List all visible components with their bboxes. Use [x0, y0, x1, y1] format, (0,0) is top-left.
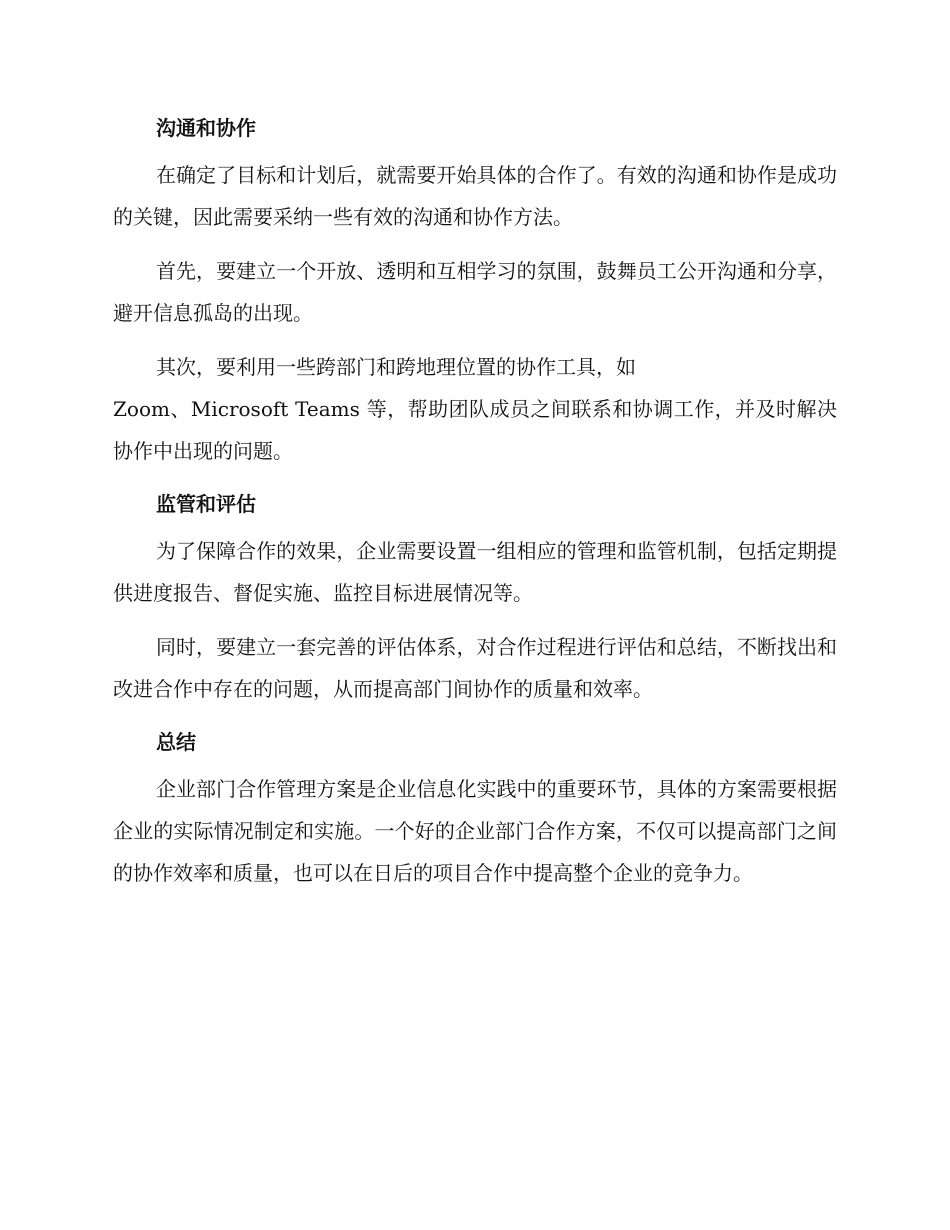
paragraph-line: 其次，要利用一些跨部门和跨地理位置的协作工具，如 — [156, 355, 636, 379]
paragraph — [113, 346, 837, 472]
paragraph: 在确定了目标和计划后，就需要开始具体的合作了。有效的沟通和协作是成功的关键，因此需要采纳一些有效的沟通和协作方法。 — [113, 163, 837, 229]
paragraph: 企业部门合作管理方案是企业信息化实践中的重要环节，具体的方案需要根据企业的实际情况制定和实施。一个好的企业部门合作方案，不仅可以提高部门之间的协作效率和质量，也可以在日后的项目合作中提高整个企业的竞争力。 — [113, 777, 837, 885]
section-heading: 总结 — [156, 730, 196, 754]
section-heading: 沟通和协作 — [156, 116, 256, 140]
section-heading: 监管和评估 — [156, 492, 256, 516]
document-page — [113, 108, 837, 906]
paragraph-line: Zoom、Microsoft Teams 等，帮助团队成员之间联系和协调工作，并及时解决协作中出现的问题。 — [113, 397, 837, 463]
paragraph: 为了保障合作的效果，企业需要设置一组相应的管理和监管机制，包括定期提供进度报告、督促实施、监控目标进展情况等。 — [113, 539, 837, 605]
paragraph: 同时，要建立一套完善的评估体系，对合作过程进行评估和总结，不断找出和改进合作中存在的问题，从而提高部门间协作的质量和效率。 — [113, 635, 837, 701]
paragraph: 首先，要建立一个开放、透明和互相学习的氛围，鼓舞员工公开沟通和分享，避开信息孤岛的出现。 — [113, 259, 837, 325]
